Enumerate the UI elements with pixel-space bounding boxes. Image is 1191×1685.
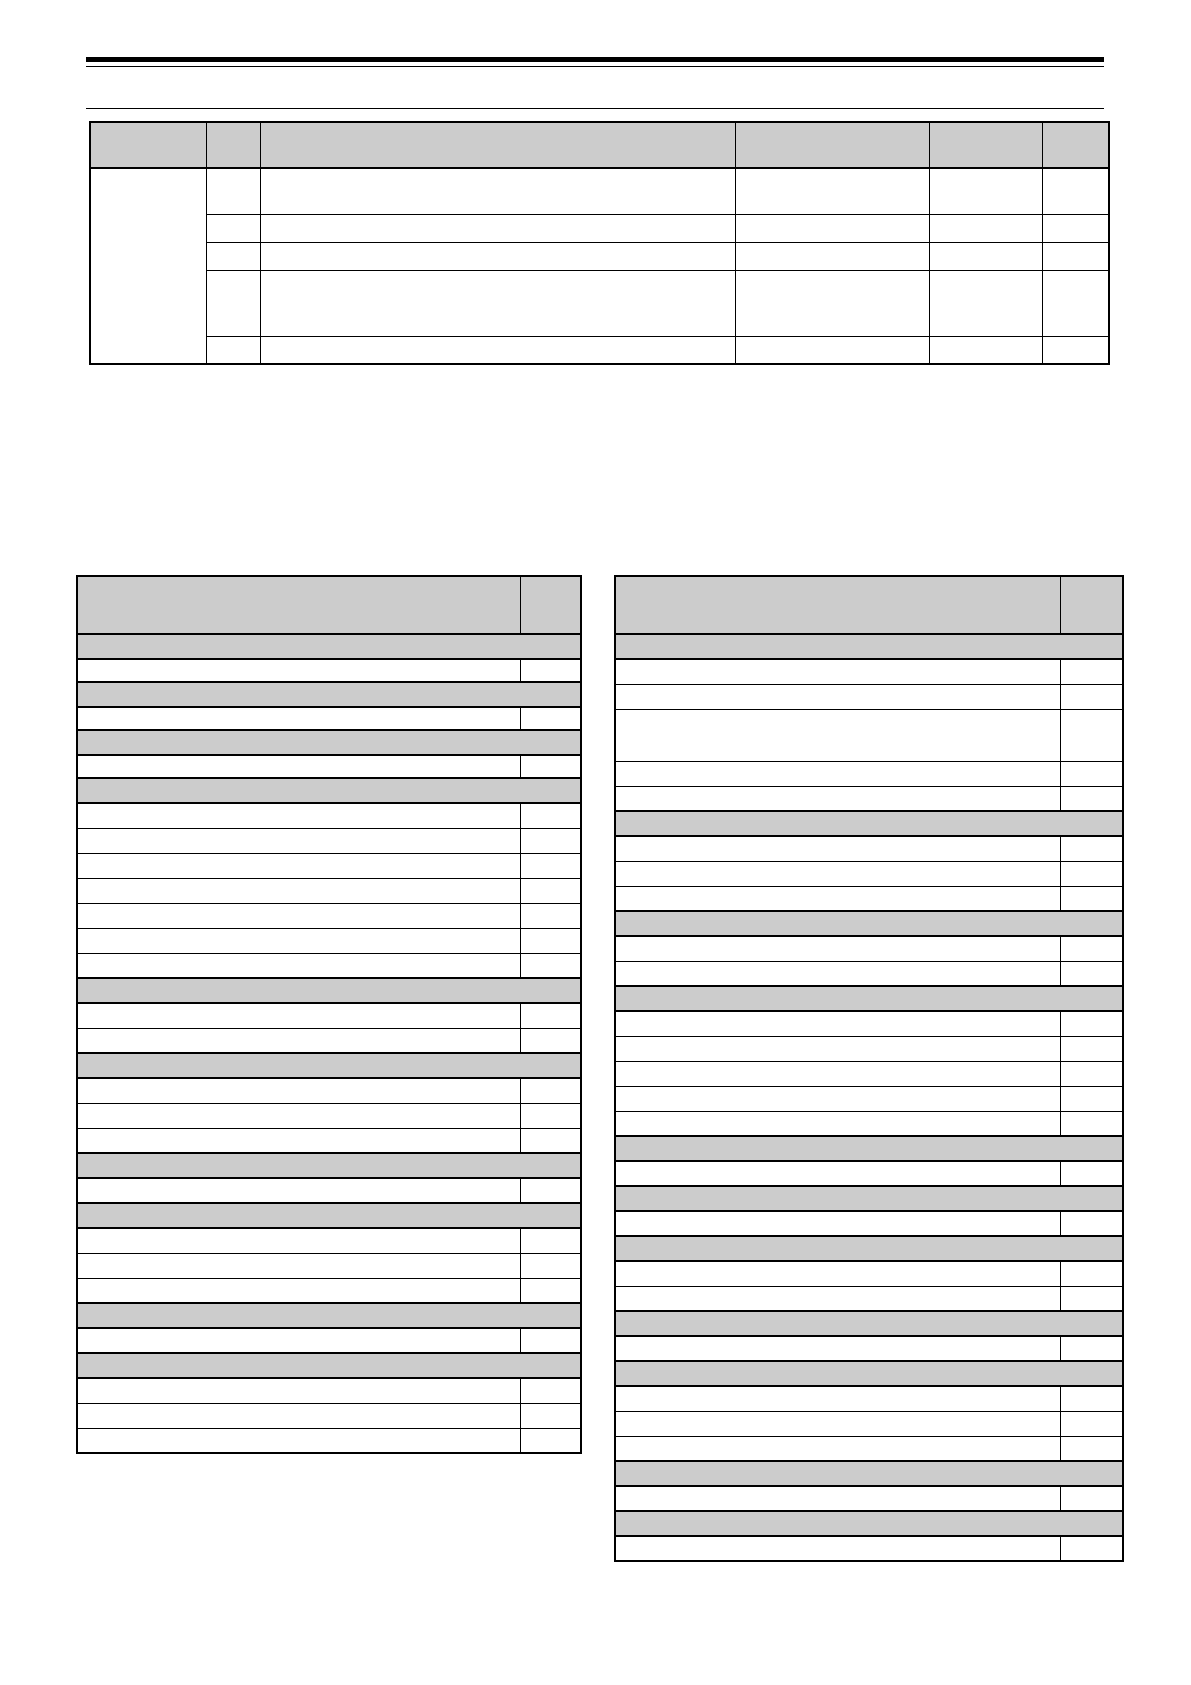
index-page-cell <box>520 828 581 853</box>
spec-cell <box>930 270 1043 336</box>
spec-cell <box>206 242 260 270</box>
index-item-cell <box>615 1061 1060 1086</box>
index-item-cell <box>77 1228 520 1253</box>
index-page-cell <box>1060 1336 1123 1361</box>
index-section-row <box>615 1361 1123 1386</box>
index-section-cell <box>615 1186 1123 1211</box>
table-row <box>615 1261 1123 1286</box>
spec-header-cell <box>260 122 735 168</box>
index-page-cell <box>1060 886 1123 911</box>
table-row <box>77 878 581 903</box>
index-item-cell <box>615 1411 1060 1436</box>
spec-cell <box>206 214 260 242</box>
index-page-cell <box>520 853 581 878</box>
table-row <box>77 953 581 978</box>
index-section-cell <box>77 978 581 1003</box>
index-section-cell <box>77 682 581 707</box>
index-section-row <box>615 1136 1123 1161</box>
table-row <box>615 659 1123 684</box>
table-row <box>615 1436 1123 1461</box>
index-section-row <box>615 634 1123 659</box>
index-item-cell <box>615 836 1060 861</box>
index-page-cell <box>1060 761 1123 786</box>
table-row <box>615 1211 1123 1236</box>
index-item-cell <box>77 707 520 730</box>
index-section-row <box>77 1153 581 1178</box>
index-item-cell <box>615 1011 1060 1036</box>
table-row <box>615 861 1123 886</box>
index-section-cell <box>77 1153 581 1178</box>
table-row <box>77 1428 581 1453</box>
header-rule-thin <box>86 66 1104 67</box>
index-page-cell <box>520 878 581 903</box>
index-item-cell <box>77 1253 520 1278</box>
index-item-cell <box>615 861 1060 886</box>
index-page-cell <box>1060 1536 1123 1561</box>
index-item-cell <box>615 1386 1060 1411</box>
index-page-cell <box>520 659 581 682</box>
table-row <box>77 1403 581 1428</box>
index-page-cell <box>1060 936 1123 961</box>
table-row <box>77 1003 581 1028</box>
index-section-cell <box>615 1236 1123 1261</box>
spec-header-cell <box>930 122 1043 168</box>
spec-header-cell <box>1043 122 1109 168</box>
spec-group-cell <box>90 168 206 364</box>
index-item-cell <box>615 1036 1060 1061</box>
index-page-cell <box>520 1128 581 1153</box>
table-row <box>77 707 581 730</box>
index-section-row <box>77 682 581 707</box>
index-header-cell <box>615 576 1060 634</box>
table-row <box>615 1161 1123 1186</box>
spec-cell <box>930 214 1043 242</box>
index-page-cell <box>1060 786 1123 811</box>
index-item-cell <box>615 684 1060 709</box>
index-item-cell <box>615 1486 1060 1511</box>
spec-cell <box>260 270 735 336</box>
spec-cell <box>1043 336 1109 364</box>
index-page-cell <box>520 1278 581 1303</box>
index-section-cell <box>77 778 581 803</box>
index-page-cell <box>520 1178 581 1203</box>
index-page-cell <box>520 1103 581 1128</box>
index-section-row <box>615 1511 1123 1536</box>
index-item-cell <box>77 1428 520 1453</box>
index-item-cell <box>615 1161 1060 1186</box>
index-section-row <box>77 778 581 803</box>
index-page-cell <box>520 928 581 953</box>
table-row <box>77 1253 581 1278</box>
spec-cell <box>260 214 735 242</box>
table-row <box>90 336 1109 364</box>
table-row <box>615 684 1123 709</box>
spec-table <box>89 121 1110 365</box>
spec-cell <box>260 336 735 364</box>
spec-cell <box>930 168 1043 214</box>
index-page-cell <box>520 1328 581 1353</box>
index-page-cell <box>1060 684 1123 709</box>
index-item-cell <box>77 803 520 828</box>
index-item-cell <box>77 659 520 682</box>
index-page-cell <box>520 1078 581 1103</box>
index-section-row <box>77 1353 581 1378</box>
index-page-cell <box>520 707 581 730</box>
index-page-cell <box>520 1003 581 1028</box>
table-row <box>90 270 1109 336</box>
index-section-cell <box>615 1461 1123 1486</box>
index-header-row <box>77 576 581 634</box>
section-divider-rule <box>86 108 1104 109</box>
table-row <box>615 709 1123 761</box>
index-item-cell <box>615 1336 1060 1361</box>
index-page-cell <box>1060 659 1123 684</box>
index-item-cell <box>77 1178 520 1203</box>
table-row <box>615 786 1123 811</box>
table-row <box>615 1036 1123 1061</box>
spec-table-header-row <box>90 122 1109 168</box>
table-row <box>77 1178 581 1203</box>
index-page-cell <box>520 1228 581 1253</box>
index-page-cell <box>1060 961 1123 986</box>
index-page-cell <box>1060 1086 1123 1111</box>
index-item-cell <box>615 659 1060 684</box>
index-section-row <box>77 1053 581 1078</box>
table-row <box>615 1011 1123 1036</box>
spec-cell <box>735 270 929 336</box>
index-page-cell <box>1060 1261 1123 1286</box>
index-item-cell <box>615 961 1060 986</box>
index-page-cell <box>520 1253 581 1278</box>
index-section-cell <box>615 986 1123 1011</box>
index-page-cell <box>1060 1286 1123 1311</box>
index-item-cell <box>77 853 520 878</box>
index-page-cell <box>1060 1411 1123 1436</box>
index-item-cell <box>77 755 520 778</box>
index-page-cell <box>1060 1011 1123 1036</box>
right-index-body <box>615 576 1123 1561</box>
table-row <box>615 1536 1123 1561</box>
table-row <box>615 761 1123 786</box>
index-item-cell <box>77 878 520 903</box>
index-item-cell <box>77 1128 520 1153</box>
table-row <box>90 214 1109 242</box>
index-section-cell <box>615 911 1123 936</box>
index-page-cell <box>1060 1386 1123 1411</box>
index-section-cell <box>615 1136 1123 1161</box>
table-row <box>77 1103 581 1128</box>
table-row <box>90 168 1109 214</box>
index-item-cell <box>615 1286 1060 1311</box>
spec-header-cell <box>206 122 260 168</box>
index-section-row <box>615 986 1123 1011</box>
index-section-row <box>77 730 581 755</box>
table-row <box>77 1228 581 1253</box>
index-item-cell <box>77 1278 520 1303</box>
index-section-cell <box>615 1311 1123 1336</box>
spec-cell <box>260 242 735 270</box>
table-row <box>90 242 1109 270</box>
table-row <box>615 1411 1123 1436</box>
index-item-cell <box>77 1028 520 1053</box>
index-page-cell <box>520 1028 581 1053</box>
index-header-cell <box>520 576 581 634</box>
index-page-cell <box>520 803 581 828</box>
right-index-table <box>614 575 1124 1562</box>
index-item-cell <box>615 709 1060 761</box>
index-section-cell <box>77 1053 581 1078</box>
index-section-cell <box>615 811 1123 836</box>
index-section-row <box>615 1236 1123 1261</box>
index-item-cell <box>77 1328 520 1353</box>
index-item-cell <box>77 1378 520 1403</box>
spec-header-cell <box>90 122 206 168</box>
index-header-cell <box>77 576 520 634</box>
table-row <box>77 1078 581 1103</box>
spec-cell <box>930 242 1043 270</box>
spec-header-cell <box>735 122 929 168</box>
index-section-cell <box>615 634 1123 659</box>
table-row <box>615 961 1123 986</box>
index-item-cell <box>615 1086 1060 1111</box>
index-section-cell <box>77 1303 581 1328</box>
spec-cell <box>206 336 260 364</box>
index-item-cell <box>77 1403 520 1428</box>
index-item-cell <box>615 1211 1060 1236</box>
index-page-cell <box>520 953 581 978</box>
index-section-cell <box>77 1353 581 1378</box>
spec-cell <box>1043 242 1109 270</box>
spec-cell <box>1043 270 1109 336</box>
table-row <box>77 1328 581 1353</box>
index-page-cell <box>520 1403 581 1428</box>
index-item-cell <box>77 1003 520 1028</box>
index-page-cell <box>1060 709 1123 761</box>
header-rule-thick <box>86 57 1104 62</box>
spec-cell <box>735 214 929 242</box>
index-section-row <box>615 811 1123 836</box>
index-item-cell <box>77 1078 520 1103</box>
index-section-row <box>77 1203 581 1228</box>
index-page-cell <box>520 903 581 928</box>
index-section-row <box>615 911 1123 936</box>
table-row <box>615 1111 1123 1136</box>
index-section-row <box>77 634 581 659</box>
index-section-row <box>615 1186 1123 1211</box>
index-section-cell <box>615 1511 1123 1536</box>
table-row <box>77 903 581 928</box>
index-item-cell <box>615 1111 1060 1136</box>
index-page-cell <box>1060 1211 1123 1236</box>
table-row <box>77 659 581 682</box>
index-header-cell <box>1060 576 1123 634</box>
index-item-cell <box>615 886 1060 911</box>
index-section-cell <box>615 1361 1123 1386</box>
index-item-cell <box>615 936 1060 961</box>
spec-cell <box>206 168 260 214</box>
spec-cell <box>930 336 1043 364</box>
table-row <box>77 853 581 878</box>
table-row <box>615 1286 1123 1311</box>
index-section-cell <box>77 634 581 659</box>
index-page-cell <box>1060 1061 1123 1086</box>
index-section-row <box>615 1461 1123 1486</box>
table-row <box>77 1378 581 1403</box>
table-row <box>77 828 581 853</box>
index-item-cell <box>77 953 520 978</box>
index-item-cell <box>77 903 520 928</box>
index-item-cell <box>615 1536 1060 1561</box>
index-page-cell <box>1060 836 1123 861</box>
index-page-cell <box>1060 1486 1123 1511</box>
table-row <box>77 1128 581 1153</box>
spec-cell <box>735 168 929 214</box>
index-page-cell <box>1060 1161 1123 1186</box>
spec-cell <box>260 168 735 214</box>
table-row <box>77 755 581 778</box>
spec-cell <box>1043 214 1109 242</box>
spec-cell <box>735 242 929 270</box>
spec-cell <box>206 270 260 336</box>
table-row <box>615 1086 1123 1111</box>
index-page-cell <box>1060 1436 1123 1461</box>
table-row <box>615 836 1123 861</box>
table-row <box>77 1028 581 1053</box>
left-index-table <box>76 575 582 1454</box>
index-section-cell <box>77 1203 581 1228</box>
spec-cell <box>1043 168 1109 214</box>
index-item-cell <box>615 761 1060 786</box>
index-page-cell <box>1060 1036 1123 1061</box>
index-section-cell <box>77 730 581 755</box>
index-item-cell <box>77 928 520 953</box>
index-section-row <box>77 978 581 1003</box>
index-page-cell <box>1060 1111 1123 1136</box>
index-item-cell <box>615 1261 1060 1286</box>
index-page-cell <box>520 755 581 778</box>
table-row <box>615 1336 1123 1361</box>
table-row <box>615 936 1123 961</box>
index-page-cell <box>520 1378 581 1403</box>
index-page-cell <box>1060 861 1123 886</box>
table-row <box>615 1061 1123 1086</box>
index-page-cell <box>520 1428 581 1453</box>
index-item-cell <box>77 1103 520 1128</box>
index-item-cell <box>615 786 1060 811</box>
index-section-row <box>77 1303 581 1328</box>
index-section-row <box>615 1311 1123 1336</box>
index-item-cell <box>615 1436 1060 1461</box>
index-item-cell <box>77 828 520 853</box>
table-row <box>77 1278 581 1303</box>
table-row <box>615 1386 1123 1411</box>
index-header-row <box>615 576 1123 634</box>
left-index-body <box>77 576 581 1453</box>
table-row <box>615 886 1123 911</box>
table-row <box>77 803 581 828</box>
spec-cell <box>735 336 929 364</box>
table-row <box>77 928 581 953</box>
table-row <box>615 1486 1123 1511</box>
